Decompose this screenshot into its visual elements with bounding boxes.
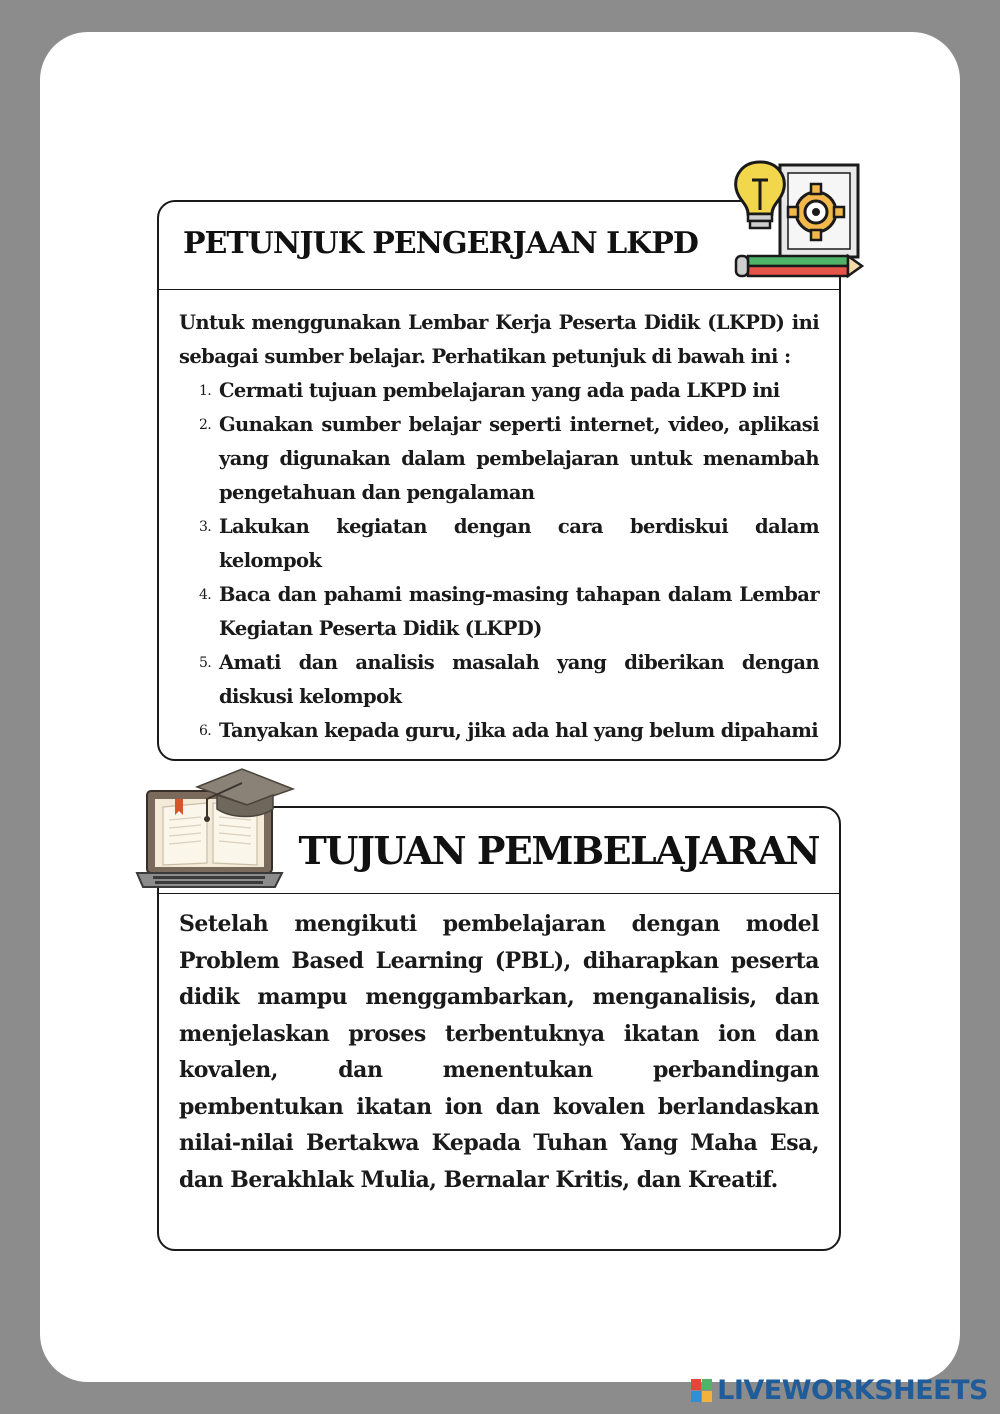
instructions-body [159, 290, 839, 748]
laptop-graduation-icon [135, 765, 300, 895]
liveworksheets-logo-icon [691, 1379, 713, 1403]
liveworksheets-brand-text[interactable]: LIVEWORKSHEETS [717, 1375, 988, 1406]
list-item: 3. Lakukan kegiatan dengan cara berdiskui dalam kelompok [199, 515, 819, 572]
liveworksheets-branding [691, 1375, 988, 1406]
learning-objectives-title: TUJUAN PEMBELAJARAN [298, 828, 819, 873]
instructions-intro: Untuk menggunakan Lembar Kerja Peserta Didik (LKPD) ini sebagai sumber belajar. Perhatikan petunjuk di bawah ini : [179, 311, 819, 368]
list-item: 6. Tanyakan kepada guru, jika ada hal yang belum dipahami [199, 719, 819, 742]
learning-objectives-body: Setelah mengikuti pembelajaran dengan model Problem Based Learning (PBL), diharapkan peserta didik mampu menggambarkan, menganalisis, dan menjelaskan proses terbentuknya ikatan ion dan kovalen, dan menentukan perbandingan pembentukan ikatan ion dan kovalen berlandaskan nilai-nilai Bertakwa Kepada Tuhan Yang Maha Esa, dan Berakhlak Mulia, Bernalar Kritis, dan Kreatif. [179, 911, 819, 1193]
list-item: 4. Baca dan pahami masing-masing tahapan dalam Lembar Kegiatan Peserta Didik (LKPD) [199, 583, 819, 640]
instructions-list [179, 374, 819, 748]
list-item: 2. Gunakan sumber belajar seperti internet, video, aplikasi yang digunakan dalam pembelajaran untuk menambah pengetahuan dan pengalaman [199, 413, 819, 504]
list-item: 1. Cermati tujuan pembelajaran yang ada pada LKPD ini [199, 379, 780, 402]
instructions-title: PETUNJUK PENGERJAAN LKPD [183, 226, 698, 261]
idea-gear-document-icon [730, 160, 865, 285]
list-item: 5. Amati dan analisis masalah yang diberikan dengan diskusi kelompok [199, 651, 819, 708]
